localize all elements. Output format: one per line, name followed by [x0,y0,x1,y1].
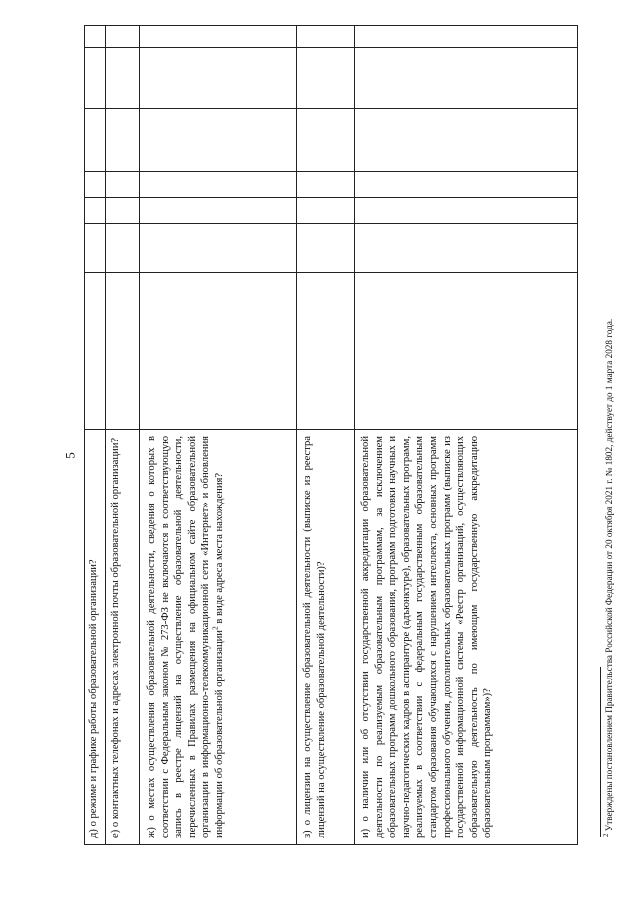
question-text: е) о контактных телефонах и адресах электронной почты образовательной организации? [110,437,121,838]
question-row-e [109,436,123,838]
footnote-separator [600,667,601,837]
column-divider [85,47,577,48]
question-row-i [359,436,495,838]
column-divider [85,197,577,198]
column-divider [85,108,577,109]
column-divider [85,272,577,273]
column-divider [85,223,577,224]
row-divider [139,26,140,844]
footnote-text: Утверждены постановлением Правительства Российской Федерации от 20 октября 2021 г. № 1802, действует до 1 марта 2028 года. [604,318,614,834]
question-row-z [301,436,328,838]
question-row-d [87,436,101,838]
question-text: з) о лицензии на осуществление образовательной деятельности (выписке из реестра лицензий на осуществление образовательной деятельности)? [302,436,327,838]
question-text: ж) о местах осуществления образовательной деятельности, сведения о которых в соответствии с Федеральным законом № 273-ФЗ не включаются в соответствующую запись в реестре лицензий на осуществление образовательной деятельности, перечисленных в Правилах размещения на официальном сайте образовательной организации в информационно-телекоммуникационной сети «Интернет» и обновления информации об образовательной организации [146,436,225,838]
question-text: и) о наличии или об отсутствии государственной аккредитации образовательной деятельности по реализуемым образовательным программам, за исключением образовательных программ дошкольного образования, программ подготовки научных и научно-педагогических кадров в аспирантуре (адъюнктуре), образовательных программ, реализуемых в соответствии с федеральным государственным образовательным стандартом образования обучающихся с нарушением интеллекта, основных программ профессионального обучения, дополнительных образовательных программ (выписке из государственной информационной системы «Реестр организаций, осуществляющих образовательную деятельность по имеющим государственную аккредитацию образовательным программам»)? [360,436,494,838]
row-divider [296,26,297,844]
row-divider [105,26,106,844]
row-divider [354,26,355,844]
column-divider [85,171,577,172]
page-number: 5 [62,452,78,459]
question-row-zh [145,436,227,838]
footnote [601,77,615,837]
questionnaire-table [84,25,578,845]
column-divider [85,429,577,430]
footnote-marker: 2 [210,626,220,631]
question-text-continued: в виде адреса места нахождения? [213,472,225,627]
footnote-mark: 2 [601,833,610,837]
question-text: д) о режиме и графике работы образовательной организации? [88,559,99,838]
